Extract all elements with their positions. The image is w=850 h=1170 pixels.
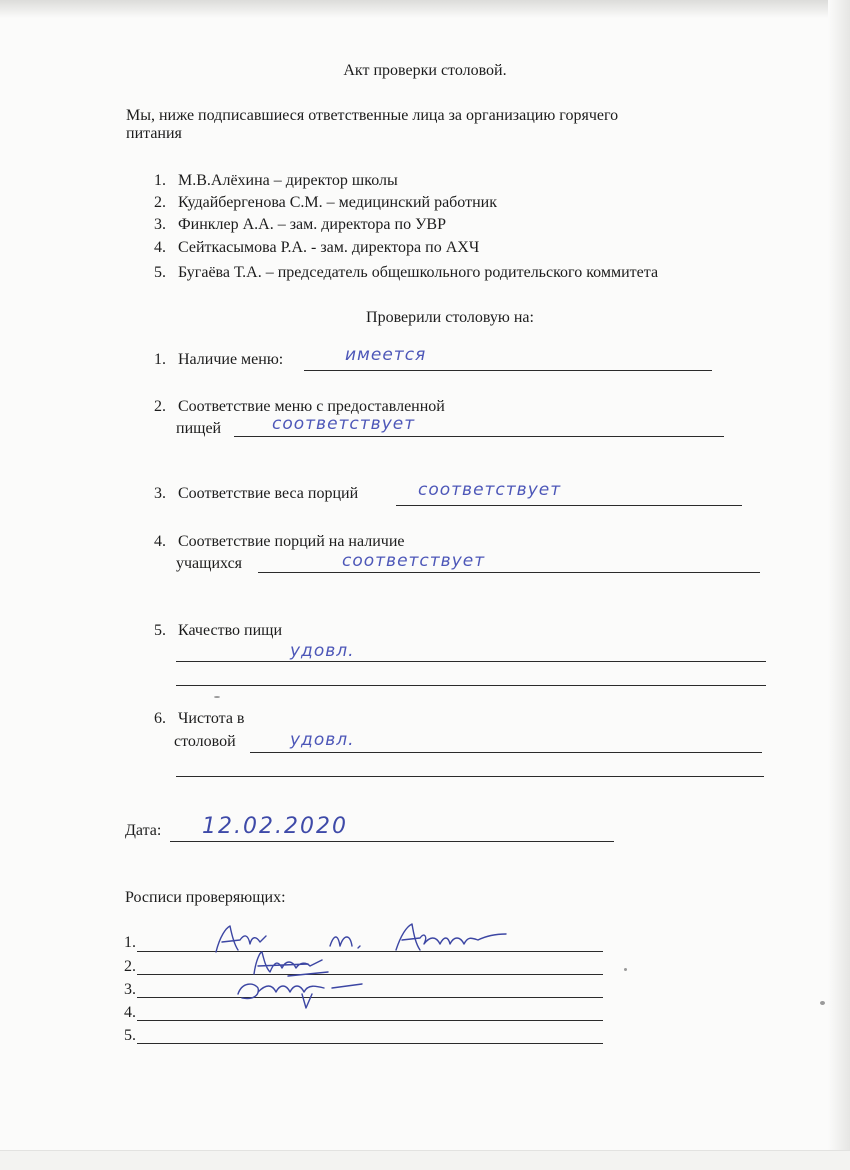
intro-text: Мы, ниже подписавшиеся ответственные лица за организацию горячего bbox=[126, 107, 619, 124]
member-number: 3. bbox=[154, 216, 166, 233]
answer-line bbox=[250, 752, 762, 753]
answer-line bbox=[304, 370, 712, 371]
signature-number: 4. bbox=[124, 1004, 136, 1021]
check-label: Соответствие порций на наличие bbox=[178, 533, 405, 550]
check-label-continued: учащихся bbox=[176, 555, 243, 572]
check-label-continued: пищей bbox=[176, 420, 222, 437]
scan-speck bbox=[624, 968, 627, 971]
member-item: М.В.Алёхина – директор школы bbox=[178, 172, 398, 189]
check-label: Качество пищи bbox=[178, 622, 283, 639]
scan-speck bbox=[820, 1001, 825, 1005]
answer-line bbox=[176, 776, 764, 777]
member-item: Кудайбергенова С.М. – медицинский работник bbox=[178, 194, 497, 211]
check-number: 1. bbox=[154, 351, 166, 368]
check-label-continued: столовой bbox=[174, 733, 236, 750]
signatures-label: Росписи проверяющих: bbox=[125, 889, 286, 906]
signature-number: 1. bbox=[124, 934, 136, 951]
member-number: 2. bbox=[154, 194, 166, 211]
check-number: 2. bbox=[154, 398, 166, 415]
handwritten-answer: соответствует bbox=[342, 551, 486, 571]
signature-3-image bbox=[232, 972, 372, 1012]
scan-speck bbox=[214, 696, 220, 698]
handwritten-answer: удовл. bbox=[290, 641, 355, 661]
check-number: 5. bbox=[154, 622, 166, 639]
signature-number: 2. bbox=[124, 958, 136, 975]
member-item: Бугаёва Т.А. – председатель общешкольного родительского коммитета bbox=[178, 264, 659, 281]
scan-edge-right bbox=[828, 0, 850, 1150]
member-item: Сейткасымова Р.А. - зам. директора по АХЧ bbox=[178, 239, 480, 256]
check-label: Соответствие веса порций bbox=[178, 485, 359, 502]
member-item: Финклер А.А. – зам. директора по УВР bbox=[178, 216, 446, 233]
date-line bbox=[170, 841, 614, 842]
answer-line bbox=[258, 572, 760, 573]
handwritten-date: 12.02.2020 bbox=[202, 814, 348, 839]
date-label: Дата: bbox=[125, 822, 162, 839]
check-number: 3. bbox=[154, 485, 166, 502]
answer-line bbox=[176, 685, 766, 686]
check-label: Соответствие меню с предоставленной bbox=[178, 398, 445, 415]
signature-line bbox=[137, 1043, 603, 1044]
member-number: 5. bbox=[154, 264, 166, 281]
signature-number: 3. bbox=[124, 981, 136, 998]
answer-line bbox=[396, 505, 742, 506]
handwritten-answer: соответствует bbox=[418, 480, 562, 500]
checked-heading: Проверили столовую на: bbox=[366, 309, 534, 326]
check-number: 6. bbox=[154, 710, 166, 727]
check-number: 4. bbox=[154, 533, 166, 550]
intro-text-continued: питания bbox=[126, 125, 182, 142]
handwritten-answer: удовл. bbox=[290, 730, 355, 750]
answer-line bbox=[234, 436, 724, 437]
signature-line bbox=[137, 1020, 603, 1021]
scan-edge-top bbox=[0, 0, 850, 18]
handwritten-answer: соответствует bbox=[272, 414, 416, 434]
member-number: 4. bbox=[154, 239, 166, 256]
member-number: 1. bbox=[154, 172, 166, 189]
document-title: Акт проверки столовой. bbox=[343, 62, 507, 79]
answer-line bbox=[176, 661, 766, 662]
handwritten-answer: имеется bbox=[345, 345, 427, 365]
check-label: Наличие меню: bbox=[178, 351, 284, 368]
signature-number: 5. bbox=[124, 1027, 136, 1044]
check-label: Чистота в bbox=[178, 710, 245, 727]
